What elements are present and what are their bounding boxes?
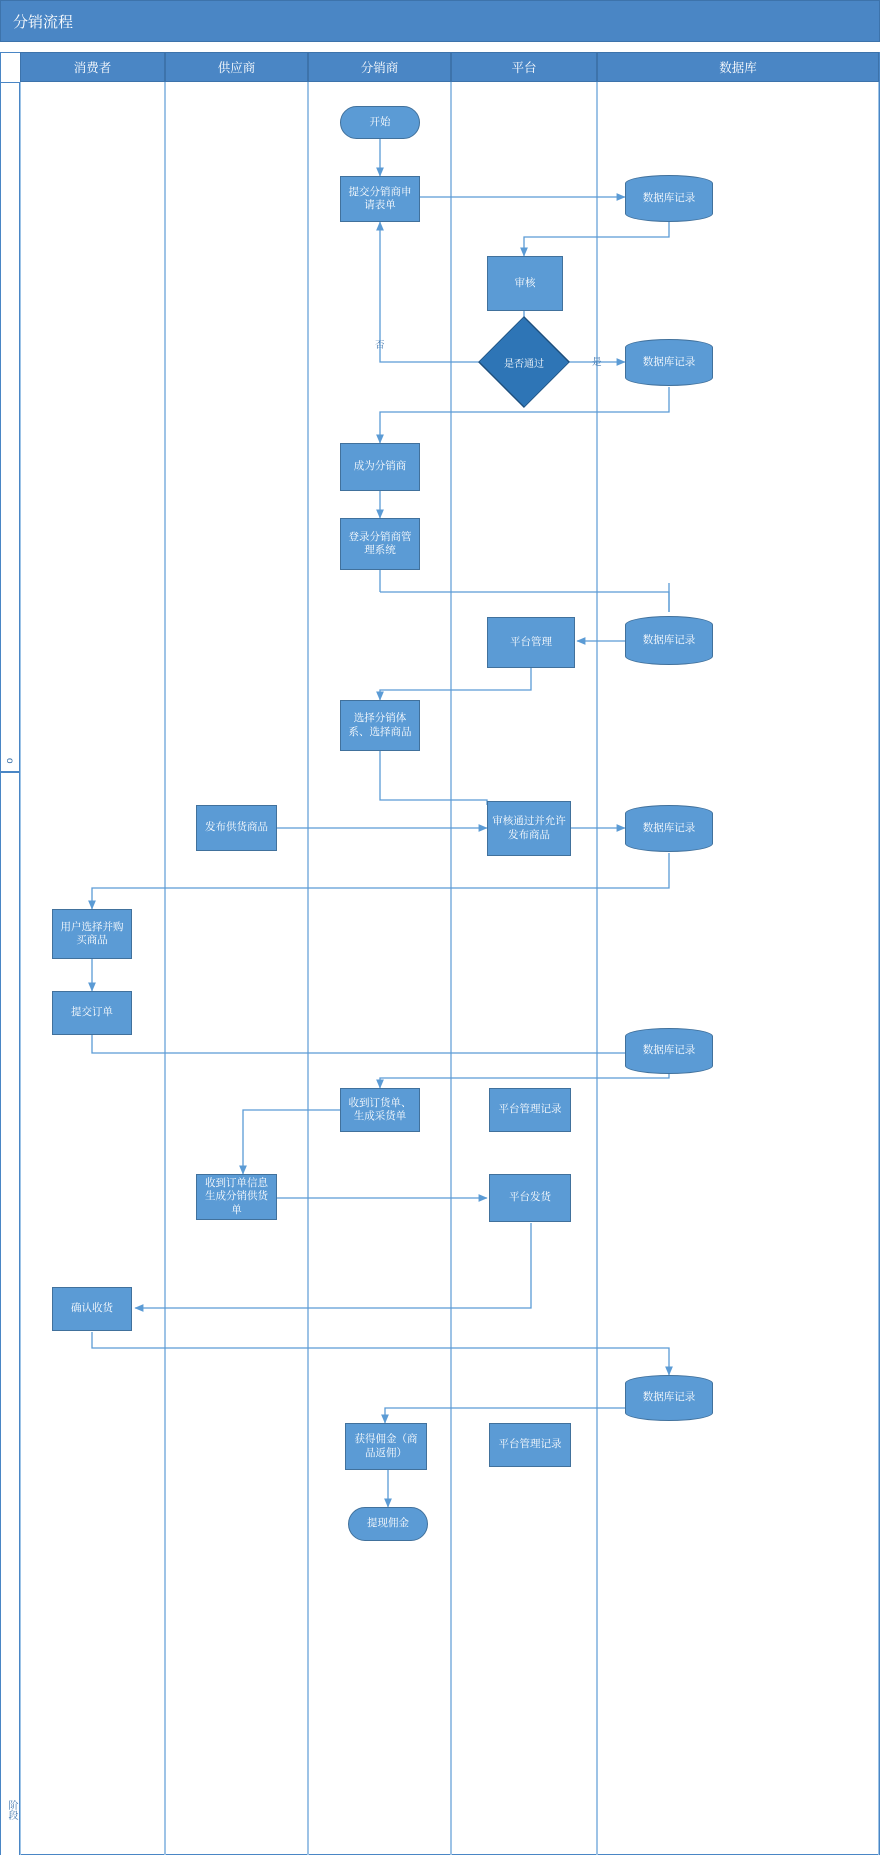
phase-label-2: 阶段 — [6, 1800, 17, 1820]
node-get-commission[interactable]: 获得佣金（商品返佣） — [345, 1423, 427, 1470]
lane-label: 分销商 — [360, 61, 399, 75]
node-receive-order-create-purchase[interactable]: 收到订货单、生成采货单 — [340, 1088, 420, 1132]
lane-label: 消费者 — [73, 61, 112, 75]
lane-body-consumer — [20, 82, 165, 1855]
node-choose-system-goods[interactable]: 选择分销体系、选择商品 — [340, 700, 420, 751]
node-publish-goods[interactable]: 发布供货商品 — [196, 805, 277, 851]
node-submit-order[interactable]: 提交订单 — [52, 991, 132, 1035]
node-db-record-4[interactable]: 数据库记录 — [625, 805, 713, 852]
lane-label: 平台 — [511, 61, 537, 75]
node-pass-decision[interactable] — [479, 337, 569, 387]
phase-label-1: o — [4, 758, 15, 764]
diagram-title-bar — [0, 0, 880, 42]
lane-header-consumer — [20, 52, 165, 82]
lane-body-supplier — [165, 82, 308, 1855]
node-db-record-6[interactable]: 数据库记录 — [625, 1375, 713, 1421]
node-review[interactable]: 审核 — [487, 256, 563, 311]
node-user-buy[interactable]: 用户选择并购买商品 — [52, 909, 132, 959]
node-become-distributor[interactable]: 成为分销商 — [340, 443, 420, 491]
edge-label-no: 否 — [375, 340, 385, 351]
node-platform-manage-record-2[interactable]: 平台管理记录 — [489, 1423, 571, 1467]
node-review-allow-publish[interactable]: 审核通过并允许发布商品 — [487, 801, 571, 856]
phase-band-2 — [0, 772, 20, 1855]
decision-label: 是否通过 — [504, 358, 544, 370]
node-platform-manage-record-1[interactable]: 平台管理记录 — [489, 1088, 571, 1132]
node-platform-manage[interactable]: 平台管理 — [487, 617, 575, 668]
node-submit-application[interactable]: 提交分销商申请表单 — [340, 176, 420, 222]
node-login-system[interactable]: 登录分销商管理系统 — [340, 518, 420, 570]
lane-header-supplier — [165, 52, 308, 82]
node-confirm-receipt[interactable]: 确认收货 — [52, 1287, 132, 1331]
node-platform-ship[interactable]: 平台发货 — [489, 1174, 571, 1222]
lane-header-database — [597, 52, 879, 82]
node-withdraw-commission[interactable]: 提现佣金 — [348, 1507, 428, 1541]
node-db-record-1[interactable]: 数据库记录 — [625, 175, 713, 222]
lane-label: 数据库 — [719, 61, 757, 75]
node-db-record-2[interactable]: 数据库记录 — [625, 339, 713, 386]
lane-header-platform — [451, 52, 597, 82]
lane-label: 供应商 — [217, 61, 256, 75]
diagram-title: 分销流程 — [13, 13, 74, 31]
edge-label-yes: 是 — [592, 357, 602, 368]
node-db-record-3[interactable]: 数据库记录 — [625, 616, 713, 665]
node-receive-order-create-supply[interactable]: 收到订单信息生成分销供货单 — [196, 1174, 277, 1220]
node-start[interactable]: 开始 — [340, 106, 420, 139]
node-db-record-5[interactable]: 数据库记录 — [625, 1028, 713, 1074]
phase-band-1 — [0, 82, 20, 772]
lane-header-distributor — [308, 52, 451, 82]
